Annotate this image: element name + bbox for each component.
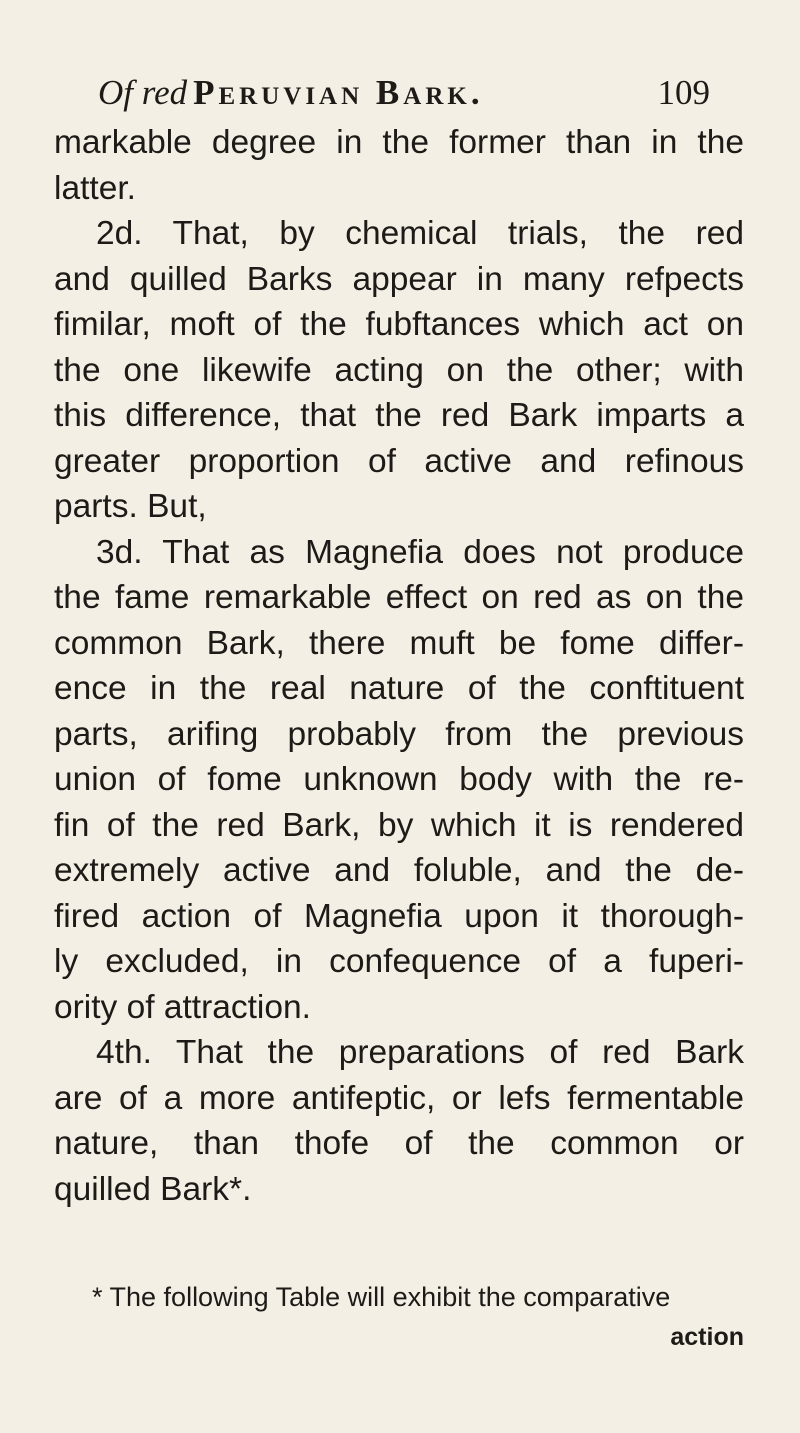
text-line: parts, arifing probably from the previous — [54, 715, 744, 753]
header-prefix: Of red — [98, 73, 188, 112]
footnote — [92, 1277, 744, 1357]
text-line: nature, than thofe of the common or — [54, 1125, 744, 1162]
text-line: ence in the real nature of the conftituent — [54, 670, 744, 707]
text-line: quilled Bark*. — [54, 1170, 252, 1208]
text-line: greater proportion of active and refinous — [54, 442, 744, 480]
text-line: markable degree in the former than in the — [54, 124, 744, 161]
text-line: common Bark, there muft be fome differ- — [54, 624, 744, 662]
text-line: ly excluded, in confequence of a fuperi- — [54, 943, 744, 980]
text-line: and quilled Barks appear in many refpects — [54, 260, 744, 298]
text-line: 3d. That as Magnefia does not produce — [96, 533, 744, 571]
text-line: 4th. That the preparations of red Bark — [96, 1034, 744, 1071]
body-text — [54, 120, 744, 1212]
text-line: parts. But, — [54, 488, 207, 525]
text-line: fin of the red Bark, by which it is rendered — [54, 806, 744, 844]
footnote-text: * The following Table will exhibit the comparative — [92, 1282, 671, 1312]
text-line: latter. — [54, 169, 136, 207]
header-title: Peruvian Bark. — [193, 73, 484, 112]
text-line: fimilar, moft of the fubftances which act on — [54, 306, 744, 343]
text-line: extremely active and foluble, and the de- — [54, 852, 744, 889]
page-number: 109 — [657, 73, 710, 112]
text-line: 2d. That, by chemical trials, the red — [96, 215, 744, 252]
text-line: are of a more antifeptic, or lefs fermentable — [54, 1079, 744, 1117]
text-line: the fame remarkable effect on red as on the — [54, 579, 744, 616]
text-line: the one likewife acting on the other; with — [54, 351, 744, 389]
text-line: ority of attraction. — [54, 988, 311, 1026]
catchword: action — [670, 1323, 744, 1351]
text-line: union of fome unknown body with the re- — [54, 761, 744, 798]
text-line: this difference, that the red Bark imparts a — [54, 397, 744, 434]
text-line: fired action of Magnefia upon it thorough- — [54, 897, 744, 935]
running-header — [98, 70, 710, 116]
